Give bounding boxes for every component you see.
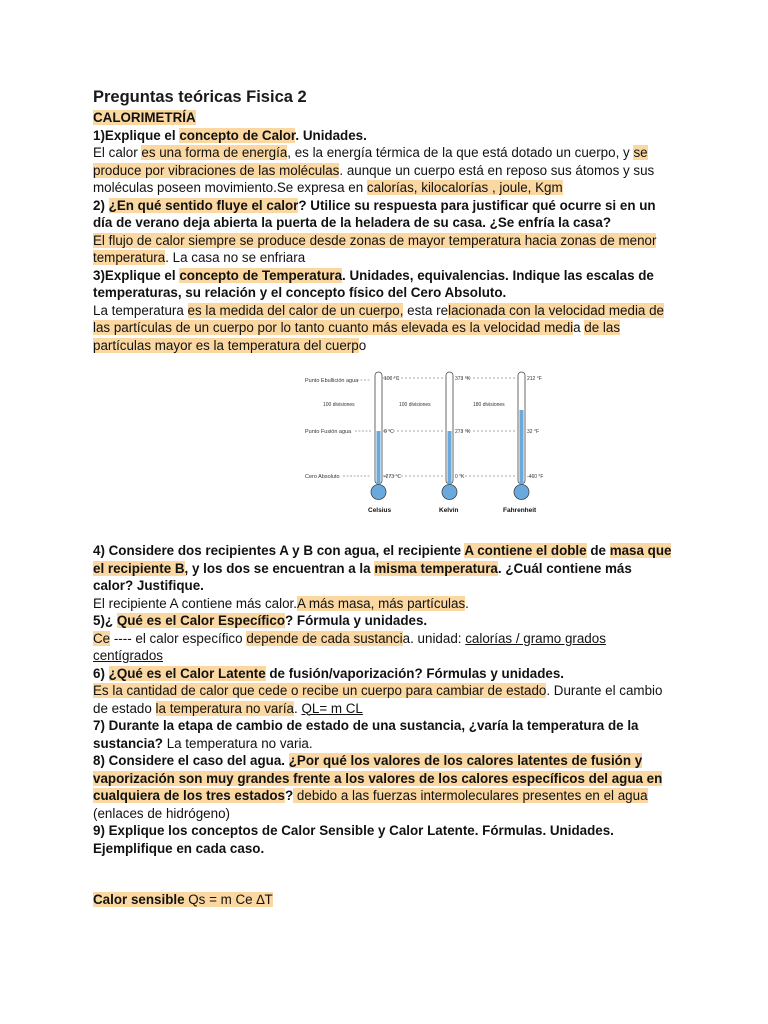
answer-2: El flujo de calor siempre se produce desde zonas de mayor temperatura hacia zonas de menor temperatura. La casa no se enfriara	[93, 232, 657, 265]
fahrenheit-tick-melting: 32 °F	[527, 429, 540, 435]
celsius-thermometer	[368, 372, 401, 514]
question-5: 5)¿ Qué es el Calor Específico? Fórmula y unidades.	[93, 613, 428, 628]
label-absolute-zero: Cero Absoluto	[305, 474, 340, 480]
answer-6: Es la cantidad de calor que cede o recibe un cuerpo para cambiar de estado. Durante el cambio de estado la temperatura no varía. QL= m CL	[93, 683, 663, 716]
question-9: 9) Explique los conceptos de Calor Sensible y Calor Latente. Fórmulas. Unidades. Ejemplifique en cada caso.	[93, 823, 614, 856]
question-6: 6) ¿Qué es el Calor Latente de fusión/vaporización? Fórmulas y unidades.	[93, 665, 565, 681]
celsius-tick-melting: 0 °C	[384, 429, 394, 435]
celsius-label: Celsius	[368, 507, 392, 514]
label-boiling-point: Punto Ebullición agua	[305, 378, 359, 384]
fahrenheit-label: Fahrenheit	[503, 507, 537, 514]
label-kelvin-divisions: 100 divisiones	[399, 402, 431, 408]
fahrenheit-thermometer	[503, 372, 543, 514]
label-melting-point: Punto Fusión agua	[305, 429, 352, 435]
kelvin-tick-zero: 0 °K	[455, 474, 465, 480]
answer-7: La temperatura no varia.	[162, 735, 313, 751]
label-celsius-divisions: 100 divisiones	[323, 402, 355, 408]
kelvin-tick-melting: 273 °K	[455, 429, 471, 435]
fahrenheit-tick-boiling: 212 °F	[527, 376, 542, 382]
question-3: 3)Explique el concepto de Temperatura. Unidades, equivalencias. Indique las escalas de temperaturas, su relación y el concepto físico del Cero Absoluto.	[93, 267, 654, 300]
answer-5: Ce ---- el calor específico depende de cada sustancia. unidad: calorías / gramo grados centígrados	[93, 630, 606, 663]
kelvin-tick-boiling: 373 °K	[455, 376, 471, 382]
celsius-tick-boiling: 100 °C	[384, 376, 400, 382]
answer-3: La temperatura es la medida del calor de un cuerpo, esta relacionada con la velocidad media de las partículas de un cuerpo por lo tanto cuanto más elevada es la velocidad media de las partículas mayor es la temperatura del cuerpo	[93, 302, 664, 353]
answer-8: (enlaces de hidrógeno)	[93, 805, 230, 821]
kelvin-thermometer	[439, 372, 471, 514]
question-8: 8) Considere el caso del agua. ¿Por qué los valores de los calores latentes de fusión y vaporización son muy grandes frente a los valores de los calores específicos del agua en cualquiera de los tres estados? debido a las fuerzas intermoleculares presentes en el agua (enlaces de hidrógeno)	[93, 753, 663, 821]
calor-sensible-line: Calor sensible Qs = m Ce ∆T	[93, 892, 273, 907]
answer-1: El calor es una forma de energía, es la energía térmica de la que está dotado un cuerpo, y se produce por vibraciones de las moléculas. aunque un cuerpo está en reposo sus átomos y sus moléculas poseen movimiento.Se expresa en calorías, kilocalorías , joule, Kgm	[93, 145, 655, 195]
question-1: 1)Explique el concepto de Calor. Unidades.	[93, 127, 367, 143]
question-7: 7) Durante la etapa de cambio de estado de una sustancia, ¿varía la temperatura de la sustancia? La temperatura no varia.	[93, 718, 639, 751]
question-2: 2) ¿En qué sentido fluye el calor? Utilice su respuesta para justificar qué ocurre si en un día de verano deja abierta la puerta de la heladera de su casa. ¿Se enfría la casa?	[93, 197, 656, 230]
question-4: 4) Considere dos recipientes A y B con agua, el recipiente A contiene el doble de masa que el recipiente B, y los dos se encuentran a la misma temperatura. ¿Cuál contiene más calor? Justifique.	[93, 543, 672, 593]
celsius-tick-zero: -273 °C	[384, 474, 402, 480]
document-page	[93, 86, 675, 909]
kelvin-label: Kelvin	[439, 507, 459, 514]
fahrenheit-tick-zero: -460 °F	[527, 474, 544, 480]
thermometer-diagram	[295, 370, 575, 532]
label-fahrenheit-divisions: 180 divisiones	[473, 402, 505, 408]
answer-4: El recipiente A contiene más calor.A más masa, más partículas.	[93, 595, 469, 611]
document-title: Preguntas teóricas Fisica 2	[93, 88, 307, 106]
section-heading: CALORIMETRÍA	[93, 110, 196, 125]
answer-8-highlight: debido a las fuerzas intermoleculares presentes en el agua	[293, 788, 648, 803]
thermometer-scales-figure	[93, 370, 675, 532]
